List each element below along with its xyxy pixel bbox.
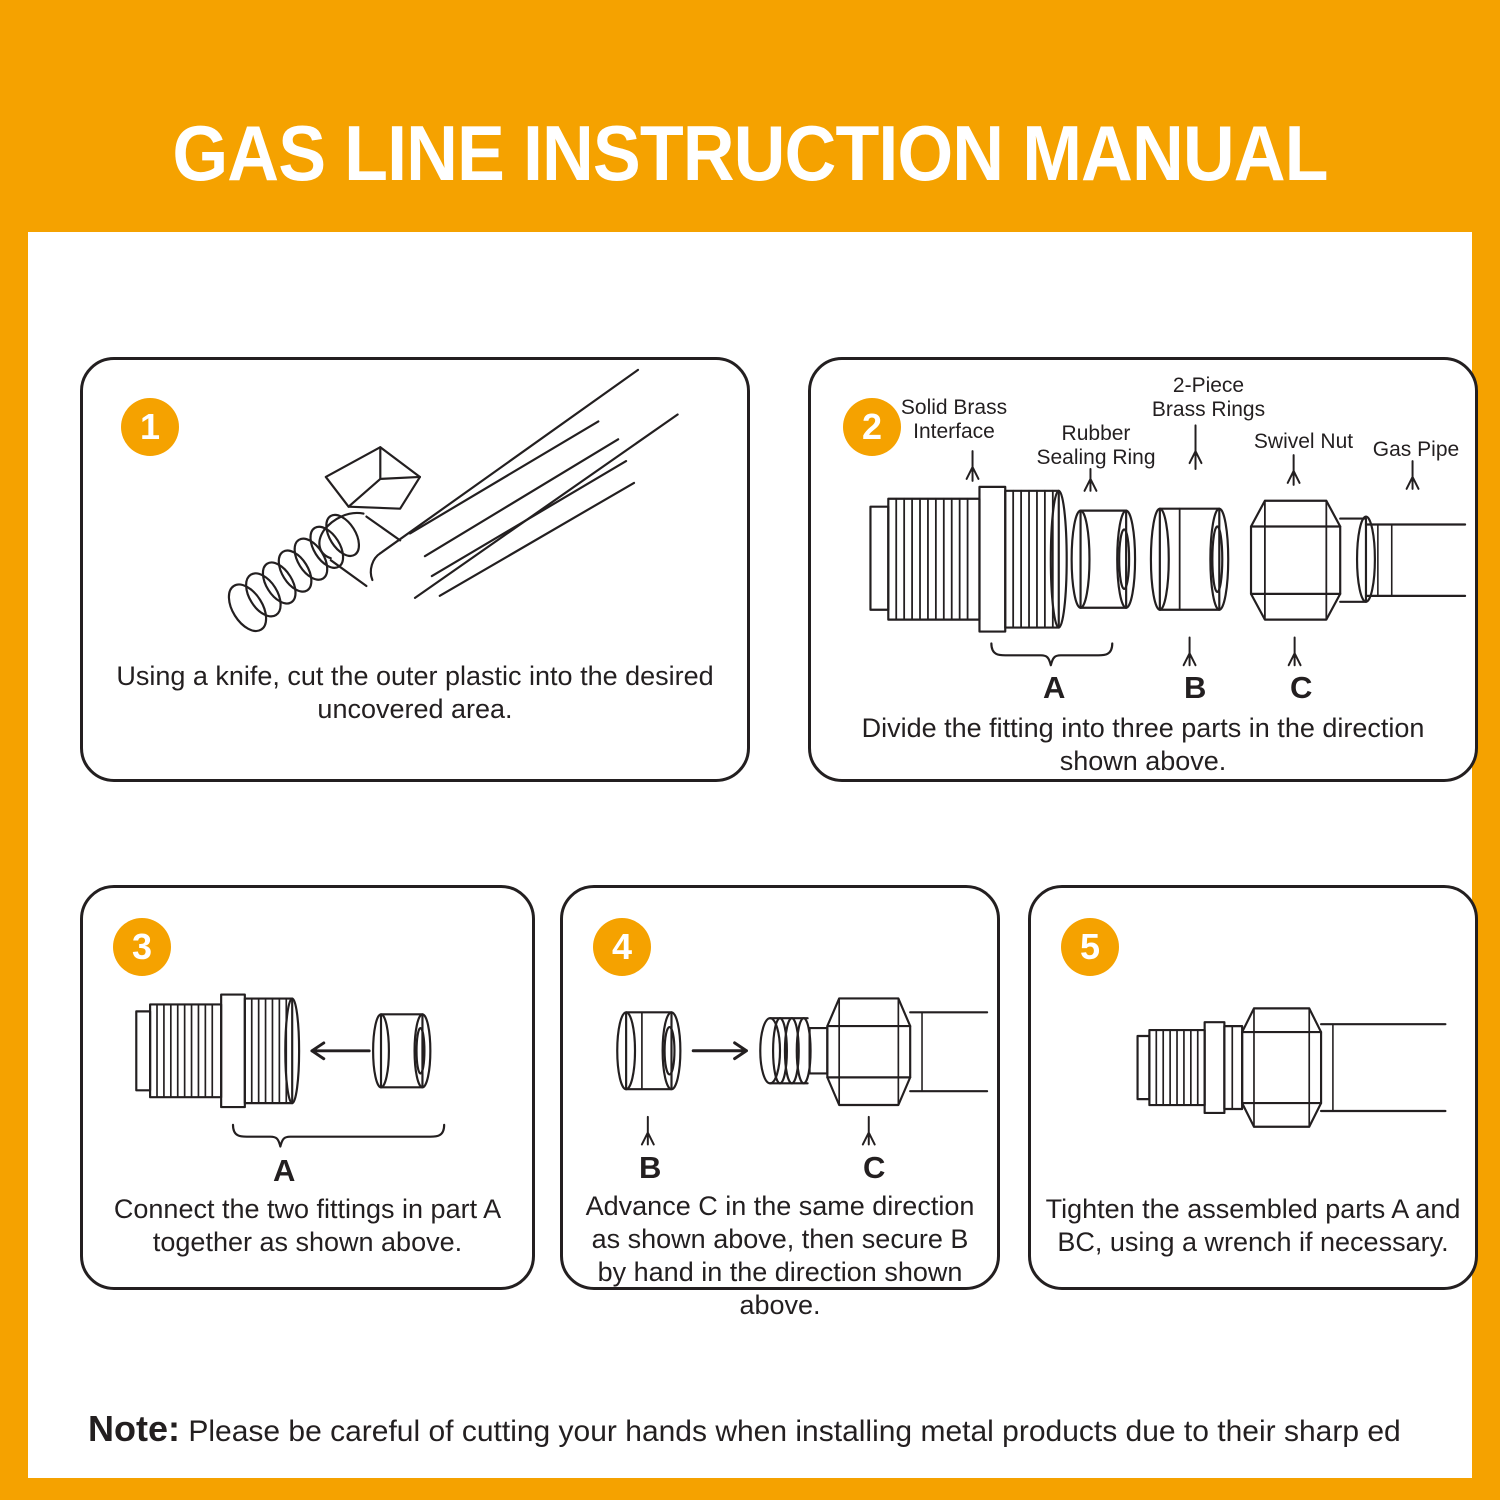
label-gas-pipe: Gas Pipe [1372, 438, 1460, 461]
step-panel-4 [560, 885, 1000, 1320]
label-solid-brass-interface: Solid Brass Interface [900, 396, 1008, 444]
page-title: GAS LINE INSTRUCTION MANUAL [172, 109, 1328, 197]
part-label-a: A [273, 1153, 296, 1188]
note-line [88, 1408, 1432, 1450]
part-label-a: A [1043, 670, 1066, 705]
label-2-piece-brass-rings: 2-Piece Brass Rings [1151, 374, 1266, 422]
step-panel-3 [80, 885, 535, 1290]
step-number-badge-4: 4 [593, 918, 651, 976]
note-label: Note: [88, 1408, 180, 1449]
step-3-caption: Connect the two fittings in part A together as shown above. [113, 1194, 502, 1257]
step-number-badge-1: 1 [121, 398, 179, 456]
step-2-caption: Divide the fitting into three parts in the direction shown above. [861, 713, 1425, 776]
step-4-caption: Advance C in the same direction as shown above, then secure B by hand in the direction shown above. [585, 1191, 975, 1320]
note-text: Please be careful of cutting your hands when installing metal products due to their sharp ed [180, 1415, 1401, 1448]
label-rubber-sealing-ring: Rubber Sealing Ring [1036, 422, 1156, 470]
step-1-caption: Using a knife, cut the outer plastic into the desired uncovered area. [116, 661, 714, 724]
label-swivel-nut: Swivel Nut [1253, 430, 1354, 453]
step-panel-2 [808, 357, 1478, 782]
part-label-c: C [1290, 670, 1313, 705]
step-5-caption: Tighten the assembled parts A and BC, using a wrench if necessary. [1045, 1194, 1461, 1257]
step-number-badge-3: 3 [113, 918, 171, 976]
part-label-c: C [863, 1150, 886, 1185]
step-number-badge-2: 2 [843, 398, 901, 456]
part-label-b: B [1184, 670, 1207, 705]
step-panel-5 [1028, 885, 1478, 1290]
step-number-badge-5: 5 [1061, 918, 1119, 976]
footer-band [28, 1478, 1472, 1500]
part-label-b: B [639, 1150, 662, 1185]
step-panel-1 [80, 357, 750, 782]
